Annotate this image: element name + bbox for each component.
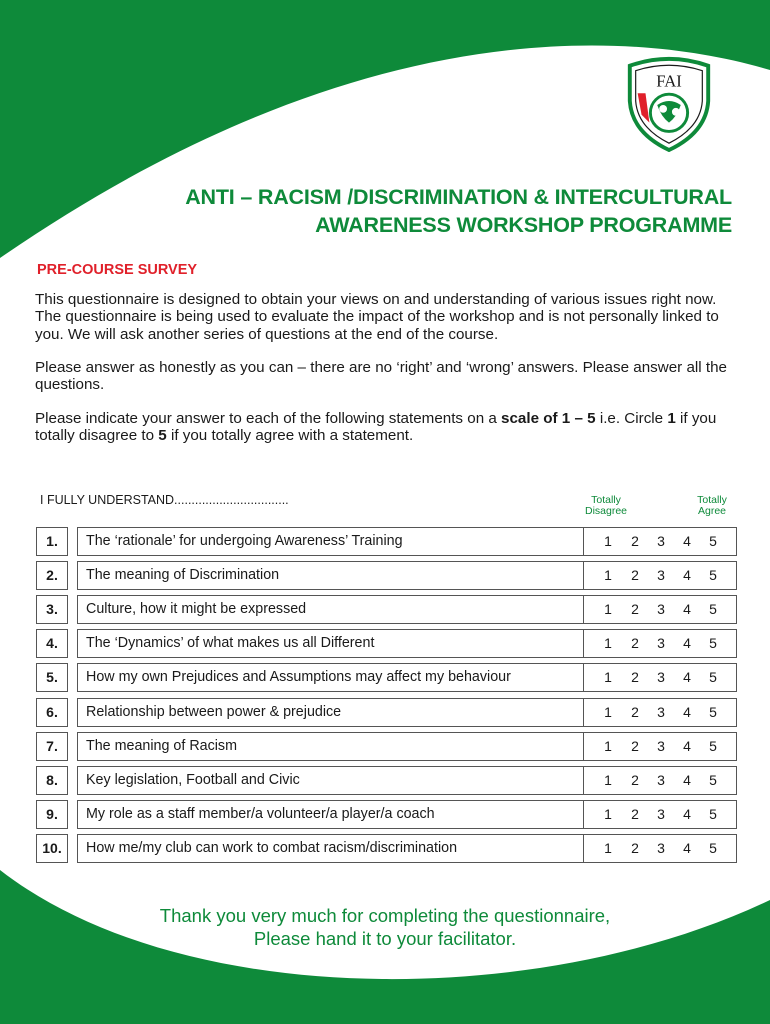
rating-option-5[interactable]: 5 <box>709 737 717 754</box>
statement-text: Relationship between power & prejudice <box>77 698 620 727</box>
totally-disagree-label <box>583 495 629 517</box>
rating-option-4[interactable]: 4 <box>683 703 691 720</box>
rating-option-1[interactable]: 1 <box>604 533 612 549</box>
statement-number: 9. <box>36 800 68 829</box>
rating-option-4[interactable]: 4 <box>683 567 691 584</box>
rating-option-2[interactable]: 2 <box>631 635 639 652</box>
rating-scale <box>583 732 737 761</box>
rating-scale <box>583 629 737 658</box>
rating-option-3[interactable]: 3 <box>657 737 665 754</box>
rating-option-5[interactable]: 5 <box>709 839 717 856</box>
scale-instruction-text-2: i.e. Circle <box>595 410 668 427</box>
rating-option-3[interactable]: 3 <box>657 533 665 549</box>
fai-crest-logo <box>620 54 718 152</box>
survey-heading: PRE-COURSE SURVEY <box>37 262 198 278</box>
programme-title <box>92 183 732 239</box>
rating-scale <box>583 698 737 727</box>
rating-option-3[interactable]: 3 <box>657 805 665 822</box>
rating-option-4[interactable]: 4 <box>683 771 691 788</box>
scale-five-text: 5 <box>158 427 167 445</box>
statement-text: Key legislation, Football and Civic <box>77 766 620 795</box>
rating-option-2[interactable]: 2 <box>631 533 639 549</box>
rating-option-1[interactable]: 1 <box>604 737 612 754</box>
rating-option-5[interactable]: 5 <box>709 669 717 686</box>
statement-text: The ‘rationale’ for undergoing Awareness’ Training <box>77 527 620 556</box>
instruction-paragraph: Please answer as honestly as you can – there are no ‘right’ and ‘wrong’ answers. Please answer all the questions. <box>35 359 727 394</box>
rating-option-2[interactable]: 2 <box>631 805 639 822</box>
statement-text: The meaning of Discrimination <box>77 561 620 590</box>
statement-number: 5. <box>36 663 68 692</box>
rating-option-4[interactable]: 4 <box>683 601 691 618</box>
thank-you-line-1: Thank you very much for completing the questionnaire, <box>159 905 611 926</box>
scale-instruction-text-4: if you totally agree with a statement. <box>166 427 414 445</box>
statement-text: How my own Prejudices and Assumptions may affect my behaviour <box>77 663 620 692</box>
rating-option-2[interactable]: 2 <box>631 669 639 686</box>
statement-number: 4. <box>36 629 68 658</box>
rating-option-3[interactable]: 3 <box>657 839 665 856</box>
rating-option-2[interactable]: 2 <box>631 737 639 754</box>
rating-scale <box>583 766 737 795</box>
title-line-2: AWARENESS WORKSHOP PROGRAMME <box>315 213 732 237</box>
rating-option-4[interactable]: 4 <box>683 533 691 549</box>
rating-option-3[interactable]: 3 <box>657 771 665 788</box>
rating-option-4[interactable]: 4 <box>683 805 691 822</box>
scale-range-text: scale of 1 – 5 <box>501 410 596 427</box>
rating-option-5[interactable]: 5 <box>709 533 717 549</box>
thank-you-line-2: Please hand it to your facilitator. <box>253 928 517 949</box>
rating-option-4[interactable]: 4 <box>683 737 691 754</box>
rating-option-4[interactable]: 4 <box>683 669 691 686</box>
totally-agree-line-1: Totally <box>697 494 727 506</box>
rating-scale <box>583 561 737 590</box>
rating-option-5[interactable]: 5 <box>709 805 717 822</box>
scale-instruction-text-1: Please indicate your answer to each of the following statements on a <box>35 410 502 427</box>
rating-option-1[interactable]: 1 <box>604 567 612 584</box>
rating-option-5[interactable]: 5 <box>709 601 717 618</box>
rating-option-1[interactable]: 1 <box>604 635 612 652</box>
rating-option-3[interactable]: 3 <box>657 567 665 584</box>
rating-option-5[interactable]: 5 <box>709 703 717 720</box>
rating-option-2[interactable]: 2 <box>631 839 639 856</box>
fully-understand-label: I FULLY UNDERSTAND................................. <box>40 493 289 507</box>
totally-disagree-line-1: Totally <box>591 494 621 506</box>
rating-option-1[interactable]: 1 <box>604 771 612 788</box>
statement-text: My role as a staff member/a volunteer/a player/a coach <box>77 800 620 829</box>
rating-option-2[interactable]: 2 <box>631 567 639 584</box>
rating-option-1[interactable]: 1 <box>604 601 612 618</box>
title-line-1: ANTI – RACISM /DISCRIMINATION & INTERCULTURAL <box>185 185 732 209</box>
intro-paragraph: This questionnaire is designed to obtain your views on and understanding of various issues right now. The questionnaire is being used to evaluate the impact of the workshop and is not personally linked to you. We will ask another series of questions at the end of the course. <box>35 291 719 343</box>
rating-option-1[interactable]: 1 <box>604 805 612 822</box>
rating-option-1[interactable]: 1 <box>604 669 612 686</box>
statement-number: 8. <box>36 766 68 795</box>
rating-scale <box>583 834 737 863</box>
rating-scale <box>583 663 737 692</box>
rating-option-1[interactable]: 1 <box>604 839 612 856</box>
statement-number: 6. <box>36 698 68 727</box>
totally-disagree-line-2: Disagree <box>584 505 628 517</box>
rating-option-1[interactable]: 1 <box>604 703 612 720</box>
scale-instruction-text-3: if you totally disagree to <box>35 410 717 445</box>
statement-text: How me/my club can work to combat racism/discrimination <box>77 834 620 863</box>
rating-option-3[interactable]: 3 <box>657 635 665 652</box>
rating-option-3[interactable]: 3 <box>657 703 665 720</box>
rating-option-2[interactable]: 2 <box>631 601 639 618</box>
rating-option-5[interactable]: 5 <box>709 635 717 652</box>
rating-option-5[interactable]: 5 <box>709 771 717 788</box>
fai-logo-text: FAI <box>656 71 682 91</box>
statement-number: 7. <box>36 732 68 761</box>
statement-text: The ‘Dynamics’ of what makes us all Different <box>77 629 620 658</box>
totally-agree-label <box>690 495 734 517</box>
statement-number: 1. <box>36 527 68 556</box>
scale-instruction-paragraph <box>35 410 743 445</box>
rating-option-4[interactable]: 4 <box>683 635 691 652</box>
rating-scale <box>583 595 737 624</box>
rating-option-3[interactable]: 3 <box>657 601 665 618</box>
thank-you-message <box>0 904 770 950</box>
rating-scale <box>583 527 737 556</box>
rating-scale <box>583 800 737 829</box>
rating-option-4[interactable]: 4 <box>683 839 691 856</box>
statement-text: The meaning of Racism <box>77 732 620 761</box>
statement-number: 2. <box>36 561 68 590</box>
statement-text: Culture, how it might be expressed <box>77 595 620 624</box>
statement-number: 10. <box>36 834 68 863</box>
rating-option-5[interactable]: 5 <box>709 567 717 584</box>
statement-number: 3. <box>36 595 68 624</box>
scale-one-text: 1 <box>667 410 676 427</box>
rating-option-3[interactable]: 3 <box>657 669 665 686</box>
totally-agree-line-2: Agree <box>697 505 727 517</box>
rating-option-2[interactable]: 2 <box>631 703 639 720</box>
rating-option-2[interactable]: 2 <box>631 771 639 788</box>
